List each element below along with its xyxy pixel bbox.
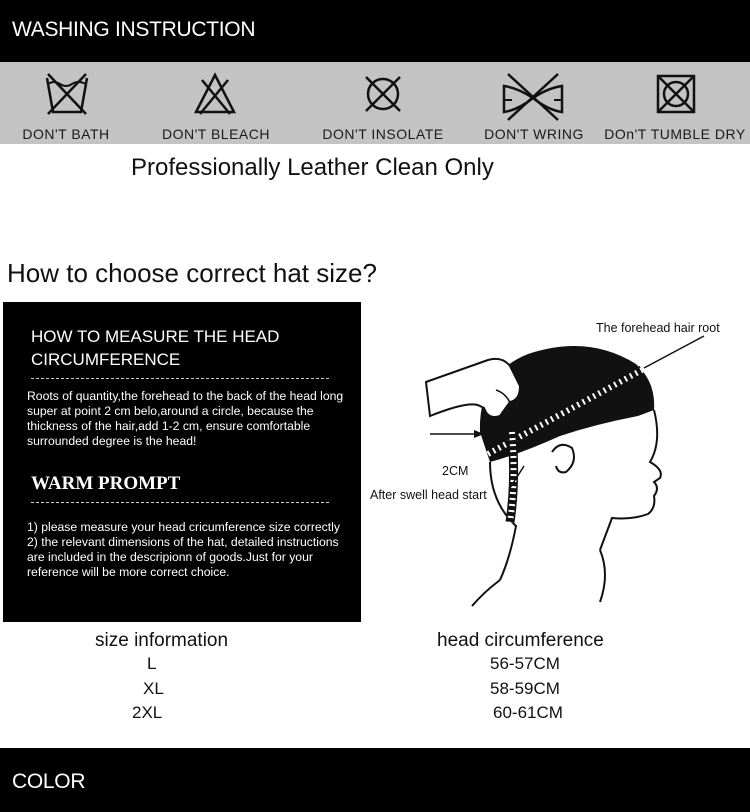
header-title: WASHING INSTRUCTION	[12, 18, 256, 41]
measure-title: HOW TO MEASURE THE HEAD CIRCUMFERENCE	[31, 327, 280, 369]
clean-note: Professionally Leather Clean Only	[131, 154, 494, 181]
warm-prompt-tips	[27, 520, 357, 580]
tip-item: 2) the relevant dimensions of the hat, detailed instructions are included in the descripionn of goods.Just for your reference will be more correct choice.	[27, 535, 339, 579]
care-label: DON'T INSOLATE	[322, 126, 444, 142]
care-label: DOn'T TUMBLE DRY	[604, 126, 746, 142]
warm-prompt-title: WARM PROMPT	[31, 473, 181, 494]
measure-body: Roots of quantity,the forehead to the back of the head long super at point 2 cm belo,around a circle, because the thickness of the hair,add 1-2 cm, ensure comfortable surrounded degree is the head!	[27, 389, 344, 448]
tip-item: 1) please measure your head cricumference size correctly	[27, 520, 340, 534]
care-label: DON'T BATH	[22, 126, 110, 142]
care-item-no-wring	[472, 62, 596, 144]
no-wring-icon	[498, 72, 568, 122]
size-cell: L	[147, 654, 157, 673]
size-guide-heading: How to choose correct hat size?	[7, 258, 377, 288]
divider	[31, 378, 329, 379]
circumference-cell: 60-61CM	[493, 703, 563, 722]
forehead-label: The forehead hair root	[596, 321, 720, 335]
head-measurement-diagram	[360, 312, 748, 612]
care-item-no-insolate	[312, 62, 454, 144]
start-point-label: After swell head start	[370, 488, 487, 502]
size-cell: 2XL	[132, 703, 163, 722]
size-column-header: size information	[95, 630, 229, 651]
color-section-header	[0, 748, 750, 812]
care-item-no-tumble-dry	[600, 62, 750, 144]
footer-title: COLOR	[12, 770, 86, 793]
circumference-column-header: head circumference	[437, 630, 604, 651]
care-label: DON'T WRING	[484, 126, 584, 142]
care-symbols-strip	[0, 62, 750, 144]
head-profile-illustration	[360, 312, 748, 612]
no-wash-icon	[44, 72, 90, 116]
no-tumble-dry-icon	[654, 72, 698, 116]
divider	[31, 502, 329, 503]
offset-label: 2CM	[442, 464, 469, 478]
no-sun-dry-icon	[360, 72, 406, 116]
no-bleach-icon	[192, 72, 238, 116]
washing-instruction-header	[0, 0, 750, 62]
care-item-no-bleach	[150, 62, 282, 144]
measure-instructions-panel	[3, 302, 361, 622]
circumference-cell: 56-57CM	[490, 654, 560, 673]
circumference-cell: 58-59CM	[490, 679, 560, 698]
care-label: DON'T BLEACH	[162, 126, 270, 142]
care-item-no-bath	[0, 62, 132, 144]
size-cell: XL	[143, 679, 164, 698]
